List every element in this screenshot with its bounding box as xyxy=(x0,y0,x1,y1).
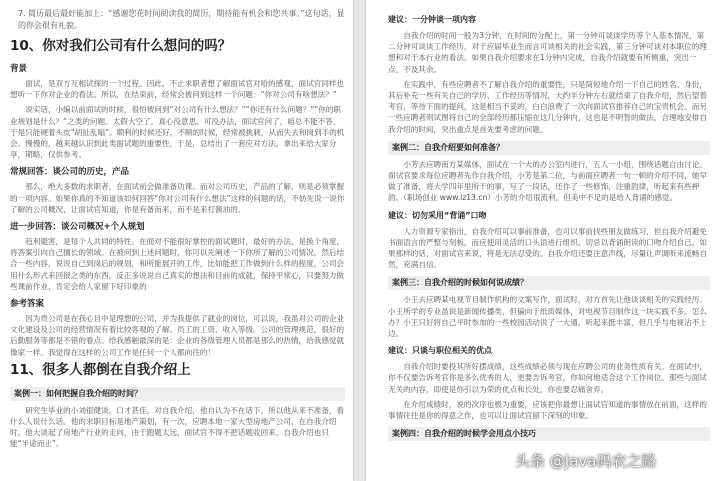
paragraph-case-3: 小王去应聘某电视节目制作机构的文案写作，面试时，对方首先让他谈谈相关的实践经历。小王所学的专业虽说是新闻传播类，但偏向于纸质媒体，对电视节目制作这一块实践不多。怎么办？小王只好将自己平时参加的一些校园活动说了一大通，听起来挺丰富，但几乎与电视沾不上边。 xyxy=(388,295,707,339)
document-page-left xyxy=(0,0,353,481)
case-4-title: 案例四：自我介绍的时候学会用点小技巧 xyxy=(388,427,710,441)
paragraph-suggestion-1b: 在实践中，有些应聘者不了解自我介绍的重要性，只是简短地介绍一下自己的姓名、身份，其后补充一些有关自己的学历、工作经历等情况，大约半分钟左右就结束了自我介绍，然后望着考官，等待下面的提问，这是相当不妥的，白白浪费了一次向面试官推荐自己的宝贵机会。而另一些应聘者则试图将自己的全部经历都压缩在这几分钟内，这也是不明智的做法，合理地安排自我介绍的时间，突出重点是首先要考虑的问题。 xyxy=(388,79,707,134)
heading-advanced-answer: 进一步回答：谈公司概况+个人规划 xyxy=(10,222,145,233)
paragraph-reference-answer: 因为贵公司是在我心目中是理想的公司，并为我提供了就业的岗位，可以说，我虽对公司的企业文化建设及公司的经营情况有着比较客观的了解。员工的工资、收入等级。公司的管理规范，很好的后勤服务等都是不错的看点。给我感触最深的是：企业的各级管理人员都是那么的热情，给我感觉就像家一样。我觉得在这样的公司工作是任何一个人都向往的！ xyxy=(10,314,345,357)
paragraph-suggestion-3b: 在介绍成绩时，说的次序也极为重要，应该把你最想让面试官知道的事情放在前面，这样的事情往往是你的得意之作，也可以让面试官留下深刻的印象。 xyxy=(388,399,707,421)
paragraph-advanced-answer: 趋利避害，是每个人共同的特性。在面对不能很好掌控的面试题时，最好的办法，是换个角度，将答案引向自己擅长的领域。在被问到上述问题时，你可以先阐述一下你所了解的公司情况，然后结合一些内容，说说自己到岗后的规划，和所能展开的工作，比如能把工作做到什么样的程度，公司会用什么形式来回报之类的东西。反正多说说自己真实的想法和目前的成就，保持平常心，只要努力做些课前作业，肯定会给人家留下好印象的 xyxy=(10,237,345,291)
paragraph-suggestion-2: 人力资源专家指出，自我介绍可以事前准备，也可以事前找些朋友做练习，但自我介绍避免书面语言的严整与刻板，而应使用灵活的口头语进行组织。切忌以背诵朗读的口吻介绍自己，如果那样的话，对面试官来说，将是无法忍受的。自我介绍还要注意声线，尽量让声调听来流畅自然，充满自信。 xyxy=(388,226,707,270)
case-2-title: 案例二：自我介绍要如何准备？ xyxy=(388,141,710,155)
case-1-title: 案例一：如何把握自我介绍的时间？ xyxy=(10,387,345,401)
paragraph-background-1: 面试，是双方互相试探的一个过程。因此，不止求职者想了解面试官对哈的感观，面试官同样也想听一下你对企业的看法。所以，在结束前，经常会被问到这样一个问题：“你对公司有啥想法？” xyxy=(10,79,345,100)
paragraph-regular-answer: 那么，绝大多数的求职者，在面试前会做准备功课。而对公司历史，产品的了解，则是必须掌握的一项内容。如果你真的不知道该如何回答“你对公司有什么想法”这样的问题的话，不妨先说一说你了解的公司概况，让面试官知道，你是有备而来，而不是来打酱油的。 xyxy=(10,182,345,214)
paragraph-case-1: 研究生毕业的小刘很健谈，口才甚佳，对自我介绍，他自认为不在话下，所以他从来不准备，看什么人说什么话。他的求职目标是地产策划，有一次，应聘本地一家大型房地产公司，在自我介绍时，他大谈起了房地产行业的走向，由于跑题太远，面试官不得不把话题收回来。自我介绍也只能“半途而止”。 xyxy=(10,405,345,449)
heading-regular-answer: 常规回答：谈公司的历史，产品 xyxy=(10,167,130,178)
suggestion-1-title: 建议：一分钟谈一项内容 xyxy=(388,15,476,24)
paragraph-suggestion-1a: 自我介绍的时间一般为3分钟，在时间的分配上，第一分钟可谈谈学历等个人基本情况，第二分钟可谈谈工作经历，对于应届毕业生而言可谈相关的社会实践，第三分钟可谈对本职位的理想和对于本行业的看法。如果自我介绍要求在1分钟内完成，自我介绍就要有所侧重，突出一点，不及其余。 xyxy=(388,31,707,74)
section-10-title: 10、你对我们公司有什么想问的吗？ xyxy=(10,38,232,54)
suggestion-3-title: 建议：只谈与职位相关的优点 xyxy=(388,346,492,356)
page-right-content xyxy=(388,8,710,445)
heading-background: 背景 xyxy=(10,64,28,74)
section-11-title: 11、很多人都倒在自我介绍上 xyxy=(10,361,191,378)
heading-reference-answer: 参考答案 xyxy=(10,299,45,310)
paragraph-background-2: 说实话，小编以前面试的时候，很怕被问到“对公司有什么想法？”“你还有什么问题？”“你的职业规划是什么？”之类的问题。太假大空了，真心没意思。可没办法，面试官问了，咱总不能不答，于是只能硬着头皮“胡扯乱嗡”。顺利的时候还好，不顺的时候，经常被挑刺，从而失去和岗到手的机会。慢慢的，越来越认识到此类面试题的重要性，于是，总结出了一套应对方法，拿出来给大家分享，期略，仅供参考。 xyxy=(10,105,345,160)
case-3-title: 案例三：自我介绍的时候如何说成绩？ xyxy=(388,276,710,290)
watermark-text: 头条 @Java码农之路 xyxy=(515,452,657,470)
paragraph-case-2: 小芳去应聘南方某媒体，面试在一个大的办公室内进行，五人一小组，围绕话题自由讨论。面试官要求每位应聘者先作自我介绍，小芳是第二位，与前面应聘者一句一顿的介绍不同，她早做了准备，将大学四年里所干的事，写了一段话，还作了一些修饰，注重韵律，听起来有些押韵。（职场创业 www.lz13.cn）小芳的介绍很流利，但美中不足的是给人背诵的感觉。 xyxy=(388,159,707,203)
page-left-content xyxy=(10,8,345,454)
list-item-7: 7. 简历最后最好能加上：“感谢您花时间阅读我的简历，期待能有机会和您共事。”这句话，显的你会很有礼貌。 xyxy=(18,9,345,30)
document-page-right xyxy=(366,0,720,481)
paragraph-suggestion-3a: 自我介绍时要投其所好摆成绩，这些成绩必须与现在应聘公司的业务性质有关。在面试中，你不仅要告诉考官你是多么优秀的人，更要告诉考官，你如何地适合这个工作岗位。那些与面试无关的内容，即使是你引以为荣的优点和长处，你也要忍痛舍弃。 xyxy=(388,362,707,394)
suggestion-2-title: 建议：切勿采用“背诵”口吻 xyxy=(388,210,487,220)
